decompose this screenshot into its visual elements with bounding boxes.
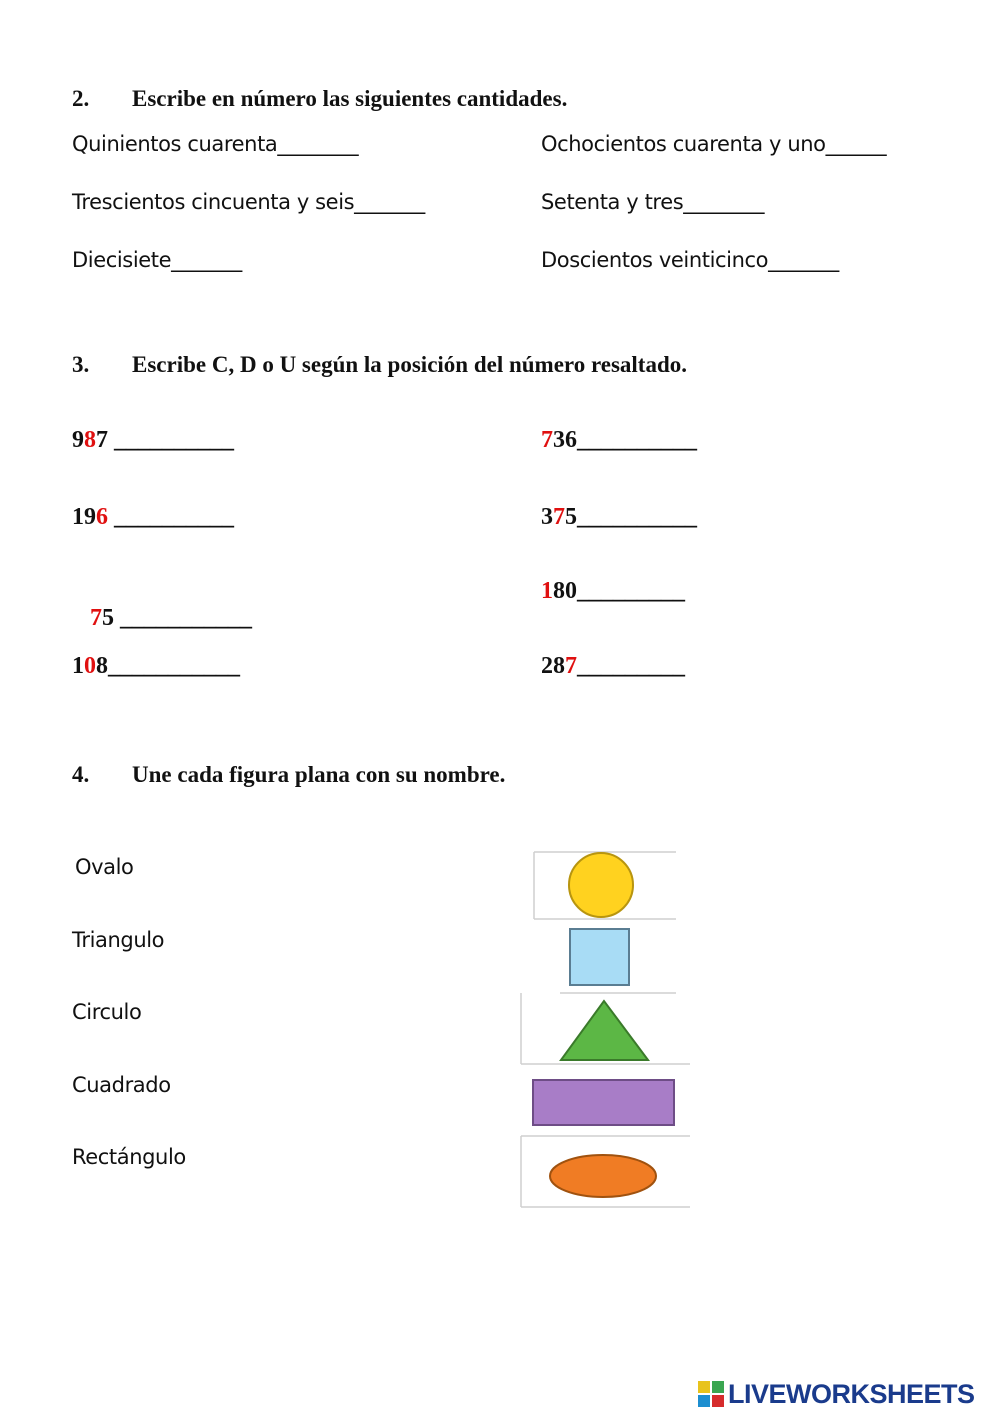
circle-shape [569, 853, 633, 917]
place-value-item: 375__________ [541, 504, 697, 530]
triangle-shape [561, 1001, 648, 1060]
rectangle-shape [533, 1080, 674, 1125]
liveworksheets-logo [698, 1376, 975, 1412]
oval-shape [550, 1155, 656, 1197]
shape-name: Ovalo [75, 855, 134, 879]
section-4-heading [72, 762, 505, 788]
place-value-item: 287_________ [541, 653, 685, 679]
highlighted-digit: 7 [90, 605, 102, 631]
quantity-item: Setenta y tres________ [541, 190, 765, 214]
highlighted-digit: 7 [565, 653, 577, 679]
place-value-item: 180_________ [541, 578, 685, 604]
highlighted-digit: 7 [553, 504, 565, 530]
section-title: Une cada figura plana con su nombre. [132, 762, 506, 787]
highlighted-digit: 7 [541, 427, 553, 453]
shape-name: Rectángulo [72, 1145, 186, 1169]
quantity-item: Diecisiete_______ [72, 248, 242, 272]
highlighted-digit: 6 [96, 504, 108, 530]
section-title: Escribe C, D o U según la posición del número resaltado. [132, 352, 688, 377]
section-title: Escribe en número las siguientes cantidades. [132, 86, 568, 111]
quantity-item: Ochocientos cuarenta y uno______ [541, 132, 887, 156]
shape-name: Triangulo [72, 928, 165, 952]
quantity-item: Trescientos cincuenta y seis_______ [72, 190, 425, 214]
logo-text: LIVEWORKSHEETS [728, 1378, 975, 1409]
section-2-heading [72, 86, 567, 112]
highlighted-digit: 8 [84, 427, 96, 453]
place-value-item: 987 __________ [72, 427, 234, 453]
section-number: 2. [72, 86, 90, 111]
quantity-item: Doscientos veinticinco_______ [541, 248, 839, 272]
square-shape [570, 929, 629, 985]
place-value-item: 196 __________ [72, 504, 234, 530]
section-number: 4. [72, 762, 90, 787]
section-number: 3. [72, 352, 90, 377]
shape-name: Circulo [72, 1000, 142, 1024]
quantity-item: Quinientos cuarenta________ [72, 132, 359, 156]
logo-icon [698, 1381, 724, 1407]
highlighted-digit: 0 [84, 653, 96, 679]
shape-name: Cuadrado [72, 1073, 171, 1097]
section-3-heading [72, 352, 687, 378]
highlighted-digit: 1 [541, 578, 553, 604]
place-value-item: 108___________ [72, 653, 240, 679]
shape-grid-lines [521, 852, 690, 1207]
place-value-item: 75 ___________ [90, 605, 252, 631]
place-value-item: 736__________ [541, 427, 697, 453]
